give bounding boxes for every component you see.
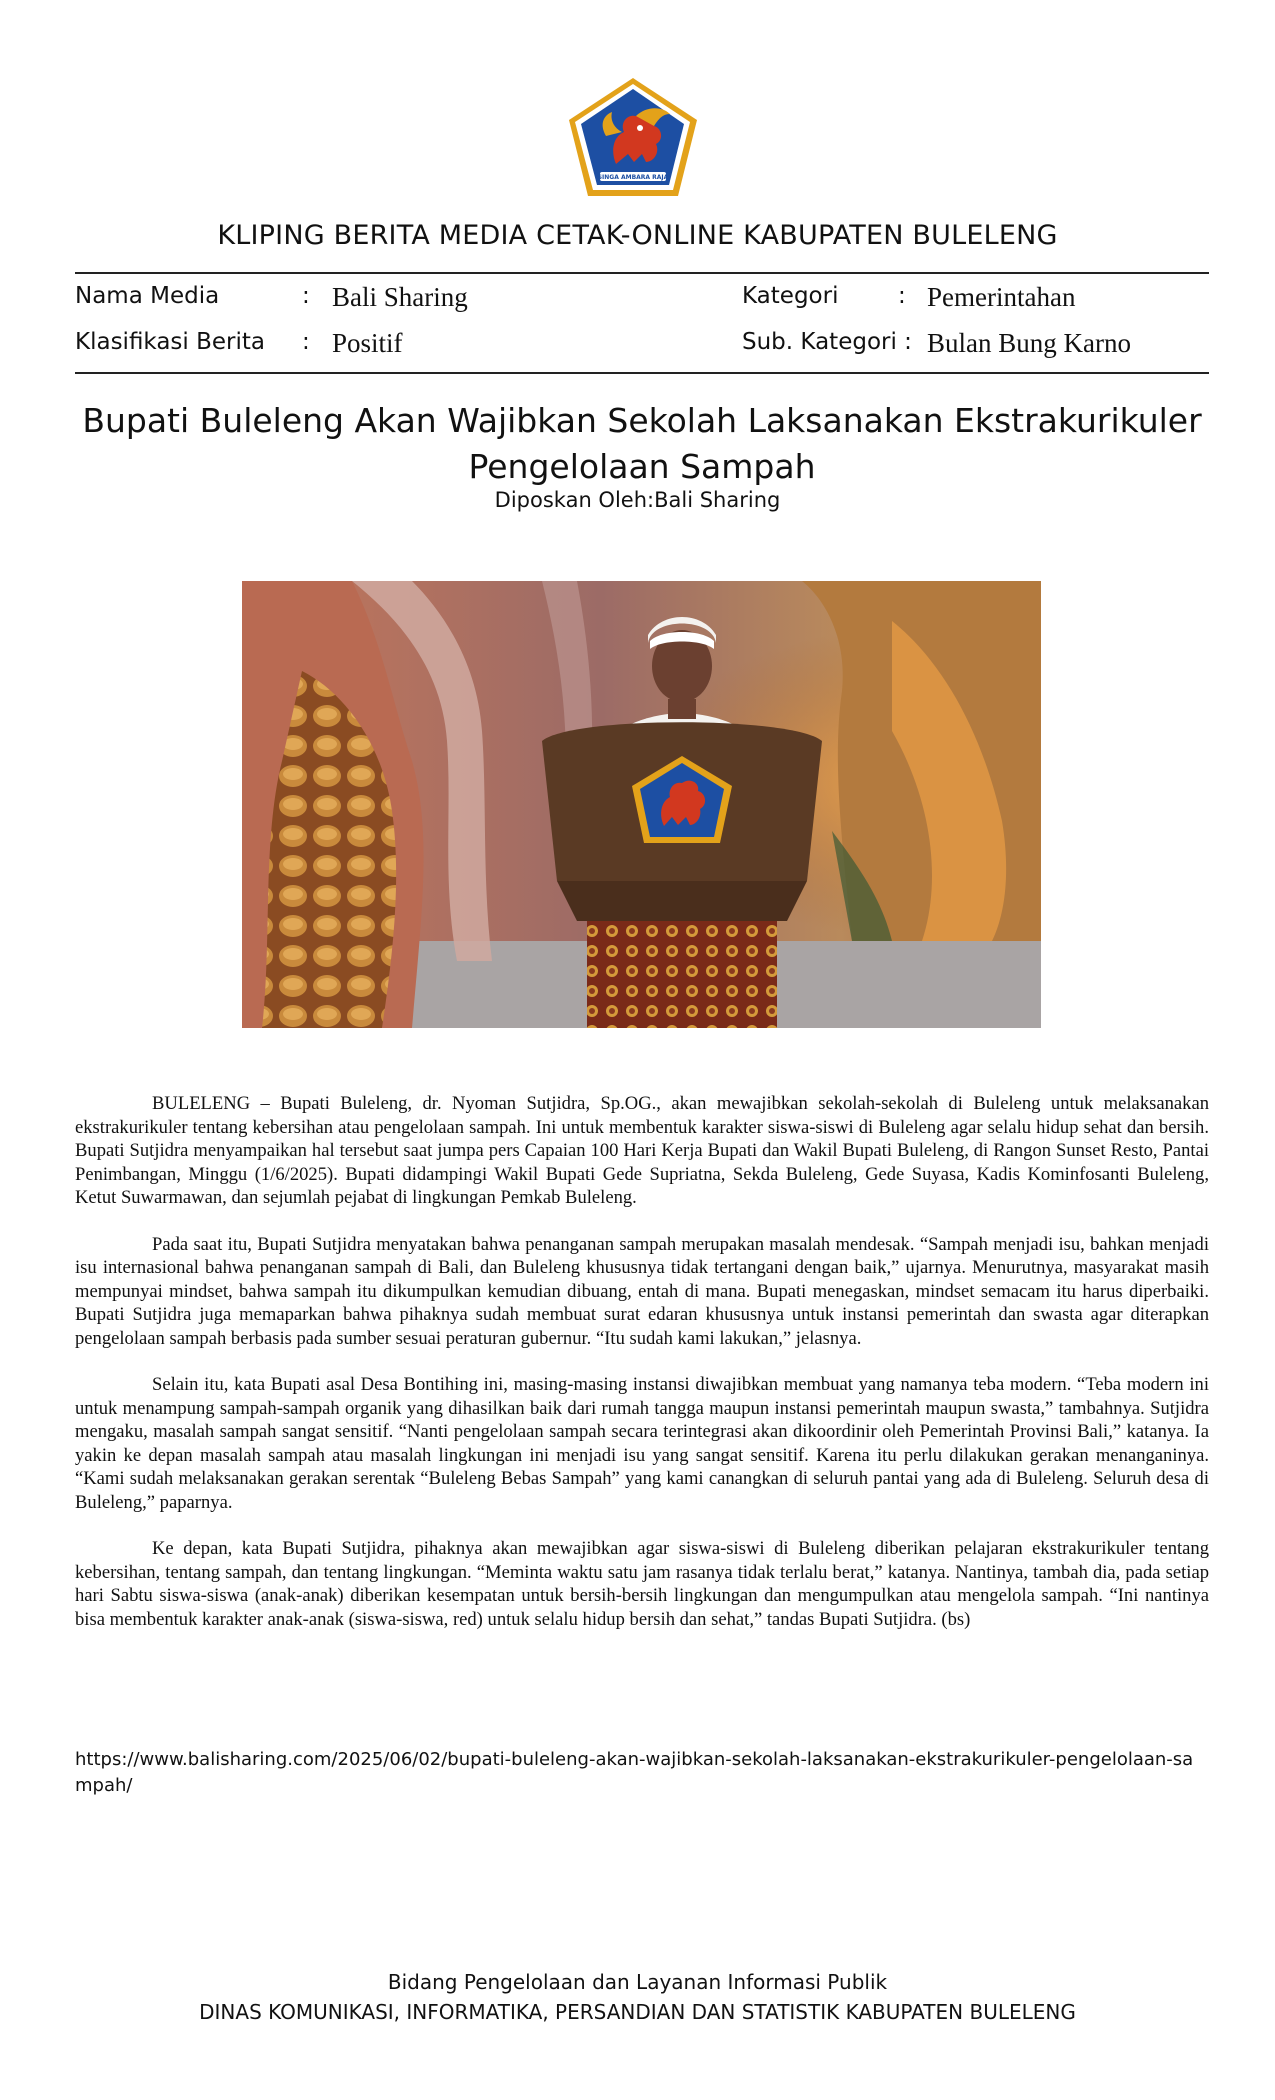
article-photo xyxy=(242,581,1041,1028)
posted-by: Diposkan Oleh:Bali Sharing xyxy=(494,488,781,512)
divider-top xyxy=(75,272,1209,274)
source-url[interactable]: https://www.balisharing.com/2025/06/02/bupati-buleleng-akan-wajibkan-sekolah-laksanakan-ekstrakurikuler-pengelolaan-sampah/ xyxy=(75,1749,1194,1796)
klasifikasi-value: Positif xyxy=(332,328,403,358)
colon: : xyxy=(898,283,906,309)
logo-text: SINGA AMBARA RAJA xyxy=(597,174,669,181)
document-title: KLIPING BERITA MEDIA CETAK-ONLINE KABUPATEN BULELENG xyxy=(217,220,1058,251)
sub-kategori-value: Bulan Bung Karno xyxy=(927,328,1131,358)
colon: : xyxy=(302,283,310,309)
article-paragraph: BULELENG – Bupati Buleleng, dr. Nyoman Sutjidra, Sp.OG., akan mewajibkan sekolah-sekolah di Buleleng untuk melaksanakan ekstrakurikuler tentang kebersihan atau pengelolaan sampah. Ini untuk membentuk karakter siswa-siswi di Buleleng agar selalu hidup sehat dan bersih. Bupati Sutjidra menyampaikan hal tersebut saat jumpa pers Capaian 100 Hari Kerja Bupati dan Wakil Bupati Buleleng, di Rangon Sunset Resto, Pantai Penimbangan, Minggu (1/6/2025). Bupati didampingi Wakil Bupati Gede Supriatna, Sekda Buleleng, Gede Suyasa, Kadis Kominfosanti Buleleng, Ketut Suwarmawan, dan sejumlah pejabat di lingkungan Pemkab Buleleng. xyxy=(75,1093,1209,1208)
article-paragraph: Ke depan, kata Bupati Sutjidra, pihaknya akan mewajibkan agar siswa-siswi di Buleleng diberikan pelajaran ekstrakurikuler tentang kebersihan, tentang sampah, dan tentang lingkungan. “Meminta waktu satu jam rasanya tidak terlalu berat,” katanya. Nantinya, tambah dia, pada setiap hari Sabtu siswa-siswa (anak-anak) diberikan kesempatan untuk bersih-bersih lingkungan dan mengumpulkan atau mengelola sampah. “Ini nantinya bisa membentuk karakter anak-anak (siswa-siswa, red) untuk selalu hidup bersih dan sehat,” tandas Bupati Sutjidra. (bs) xyxy=(75,1538,1209,1630)
article-paragraph: Pada saat itu, Bupati Sutjidra menyatakan bahwa penanganan sampah merupakan masalah mendesak. “Sampah menjadi isu, bahkan menjadi isu internasional bahwa penanganan sampah di Bali, dan Buleleng khususnya tidak tertangani dengan baik,” ujarnya. Menurutnya, masyarakat masih mempunyai mindset, bahwa sampah itu dikumpulkan kemudian dibuang, entah di mana. Bupati menegaskan, mindset semacam itu harus diperbaiki. Bupati Sutjidra juga memaparkan bahwa pihaknya sudah membuat surat edaran khususnya untuk instansi pemerintah dan swasta agar diterapkan pengelolaan sampah berbasis pada sumber sesuai peraturan gubernur. “Itu sudah kami lakukan,” jelasnya. xyxy=(75,1233,1209,1349)
article-headline: Bupati Buleleng Akan Wajibkan Sekolah Laksanakan Ekstrakurikuler Pengelolaan Sampah xyxy=(82,401,1202,486)
nama-media-label: Nama Media xyxy=(75,283,220,309)
klasifikasi-label: Klasifikasi Berita xyxy=(75,329,266,355)
sub-kategori-label: Sub. Kategori : xyxy=(742,329,912,355)
article-paragraph: Selain itu, kata Bupati asal Desa Bontihing ini, masing-masing instansi diwajibkan membuat yang namanya teba modern. “Teba modern ini untuk menampung sampah-sampah organik yang dihasilkan baik dari rumah tangga maupun instansi pemerintah maupun swasta,” tambahnya. Sutjidra mengaku, masalah sampah sangat sensitif. “Nanti pengelolaan sampah secara terintegrasi akan dikoordinir oleh Pemerintah Provinsi Bali,” katanya. Ia yakin ke depan masalah sampah atau masalah lingkungan ini menjadi isu yang sangat sensitif. Karena itu perlu dilakukan gerakan menanganinya. “Kami sudah melaksanakan gerakan serentak “Buleleng Bebas Sampah” yang kami canangkan di seluruh pantai yang ada di Buleleng. Seluruh desa di Buleleng,” paparnya. xyxy=(75,1374,1209,1513)
footer-division: Bidang Pengelolaan dan Layanan Informasi Publik xyxy=(387,1970,888,1994)
kategori-value: Pemerintahan xyxy=(927,282,1076,312)
kategori-label: Kategori xyxy=(742,283,839,309)
article-body xyxy=(75,1092,1209,1654)
footer-agency: DINAS KOMUNIKASI, INFORMATIKA, PERSANDIAN DAN STATISTIK KABUPATEN BULELENG xyxy=(199,2000,1076,2024)
colon: : xyxy=(302,329,310,355)
nama-media-value: Bali Sharing xyxy=(332,282,468,312)
buleleng-crest-logo xyxy=(566,76,700,200)
divider-bottom xyxy=(75,372,1209,374)
